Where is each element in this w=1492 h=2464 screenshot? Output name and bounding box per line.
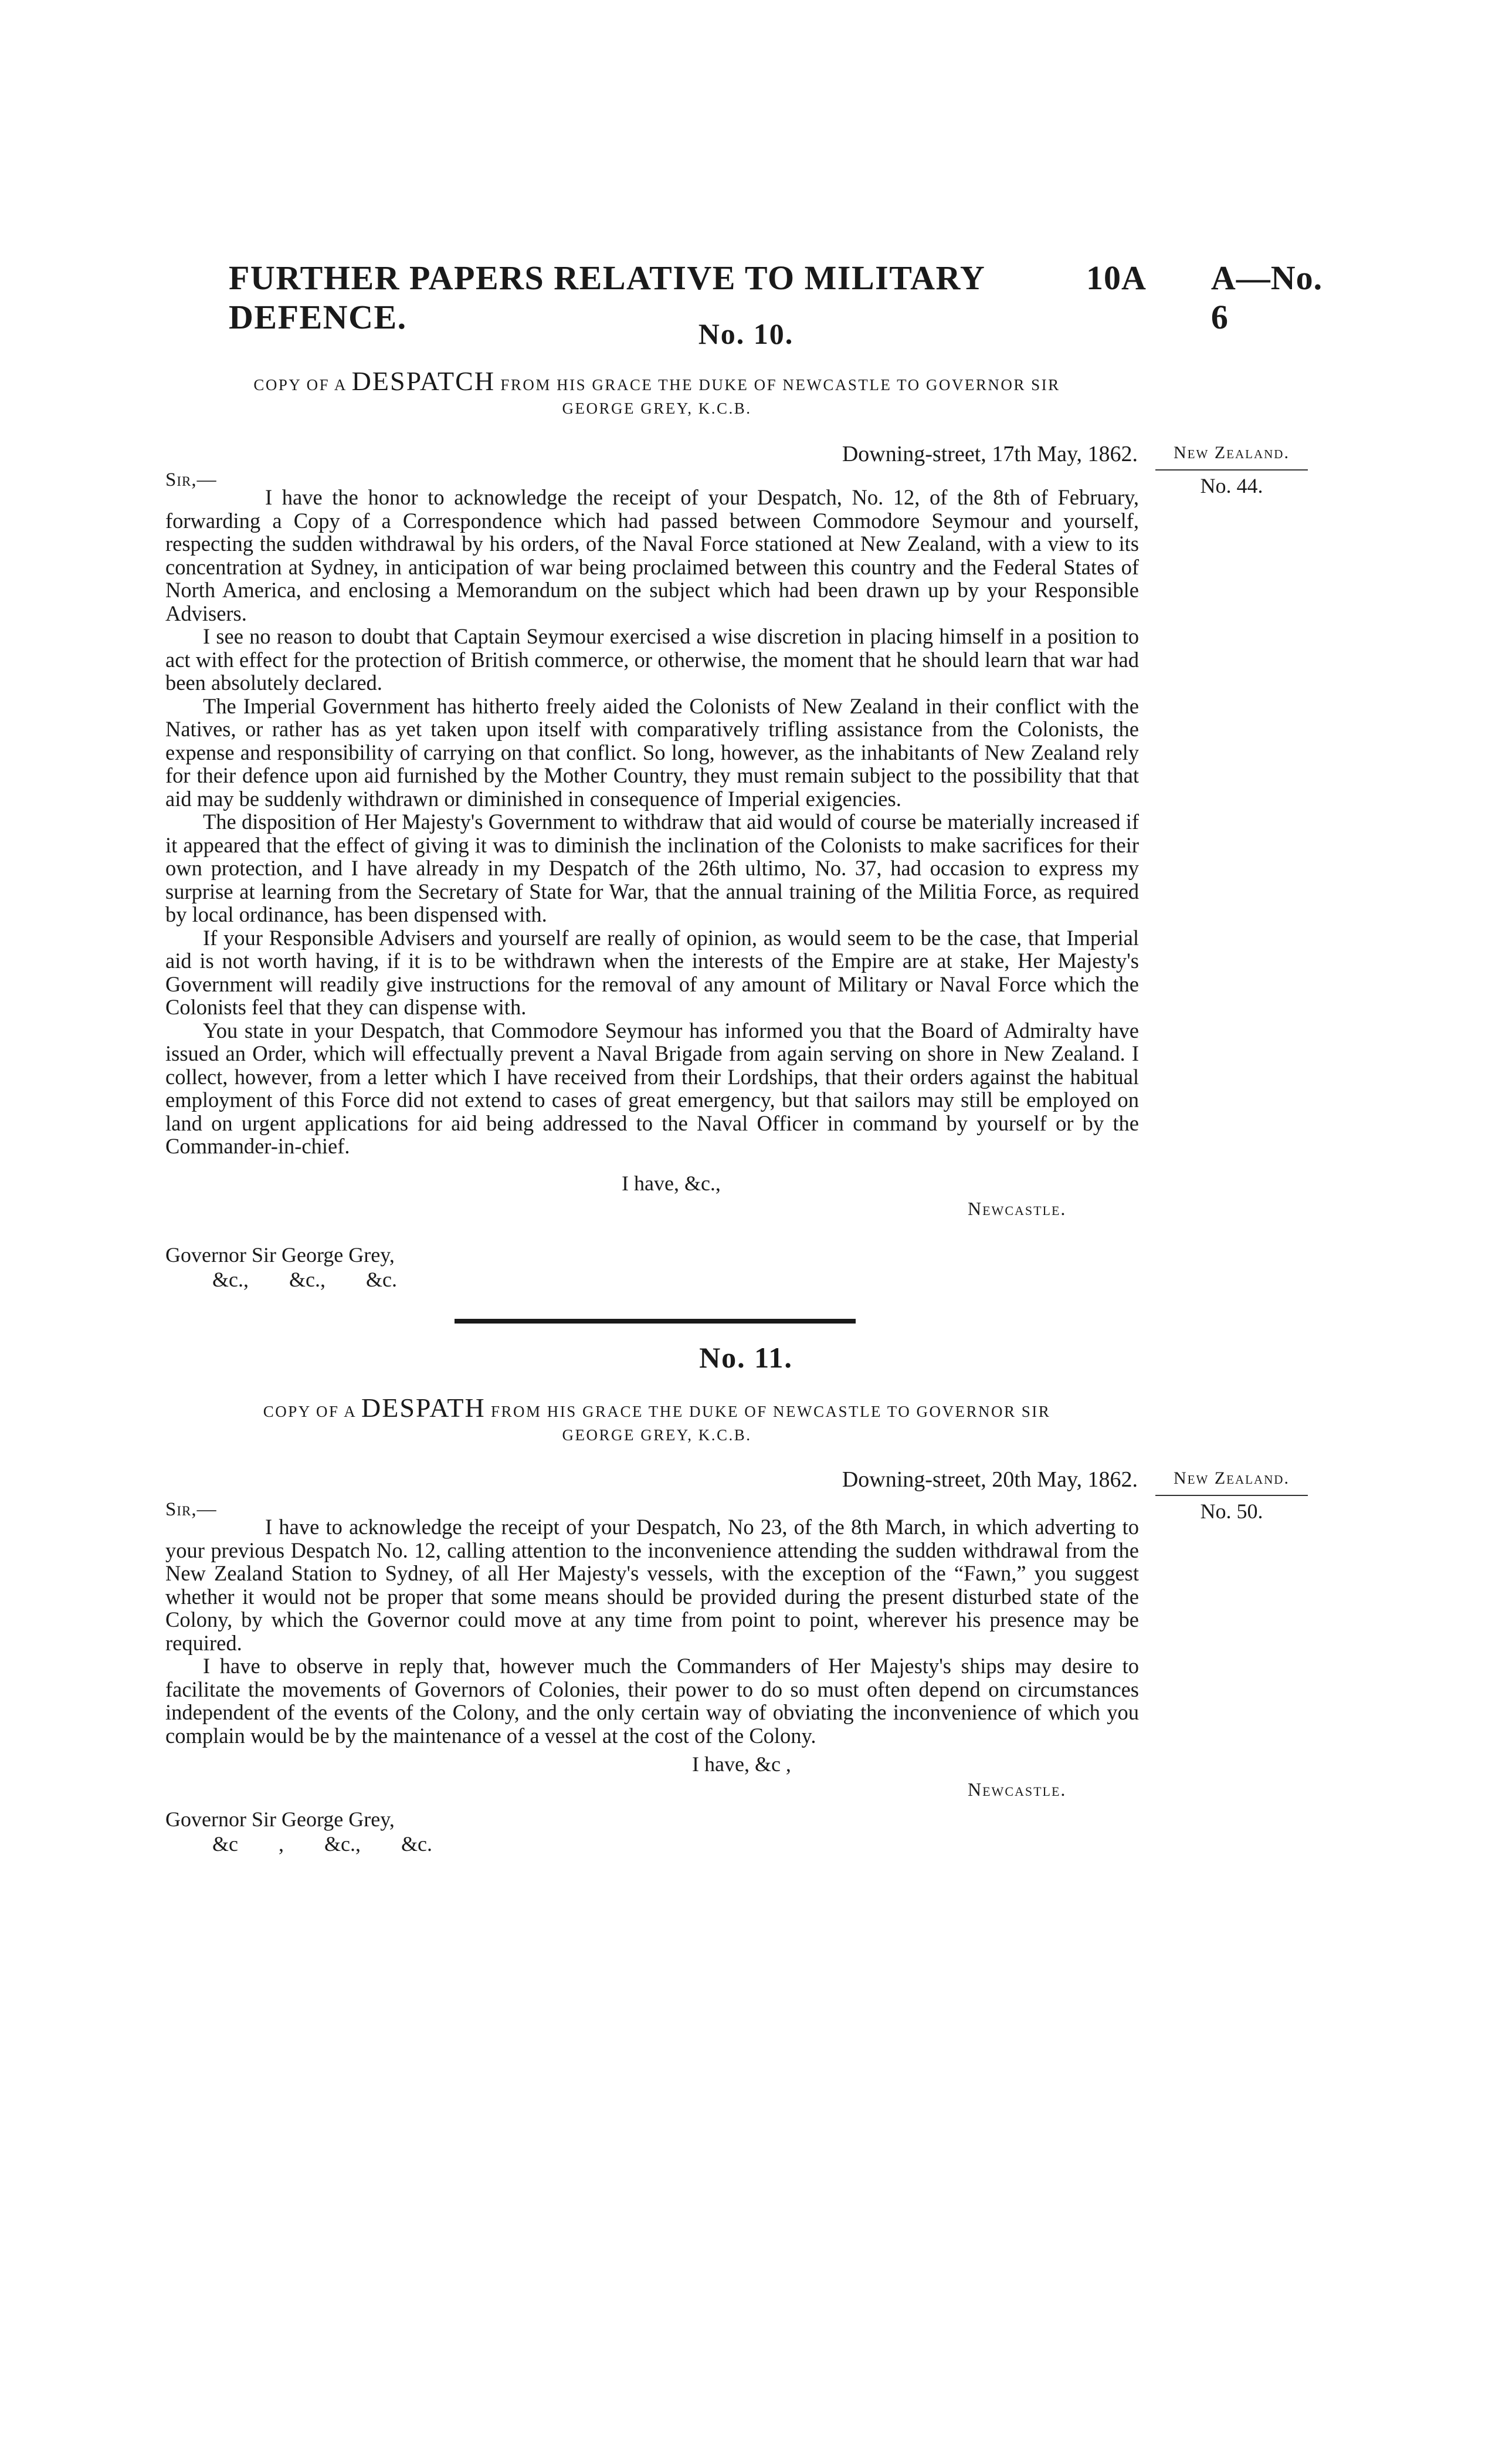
addressee-etc: &c , &c., &c. <box>212 1832 432 1856</box>
margin-place: New Zealand. <box>1174 1468 1290 1488</box>
closing: I have, &c., <box>622 1172 721 1195</box>
paragraph: The Imperial Government has hitherto freely aided the Colonists of New Zealand in their conflict with the Natives, or rather has as yet taken upon itself with comparatively trifling assistance from the Colonists, the expense and responsibility of carrying on that conflict. So long, however, as the inhabitants of New Zealand rely for their defence upon aid furnished by the Mother Country, they must remain subject to the possibility that that aid may be suddenly withdrawn or diminished in consequence of Imperial exigencies. <box>165 693 1139 811</box>
addressee-etc: &c., &c., &c. <box>212 1268 397 1291</box>
paper-reference: A—No. 6 <box>1210 259 1323 336</box>
heading-line-2: GEORGE GREY, K.C.B. <box>562 400 752 417</box>
running-head-title: FURTHER PAPERS RELATIVE TO MILITARY DEFENCE. <box>229 259 985 336</box>
paragraph: If your Responsible Advisers and yourself are really of opinion, as would seem to be the case, that Imperial aid is not worth having, if it is to be withdrawn when the interests of the Empire are at stake, Her Majesty's Government will readily give instructions for the removal of any amount of Military or Naval Force which the Colonists feel that they can dispense with. <box>165 925 1139 1019</box>
margin-rule <box>1155 469 1308 471</box>
heading-prefix: COPY OF A <box>253 376 347 394</box>
despatch-body <box>165 486 1139 1158</box>
paragraph: You state in your Despatch, that Commodore Seymour has informed you that the Board of Admiralty have issued an Order, which will effectually prevent a Naval Brigade from again serving on shore in New Zealand. I collect, however, from a letter which I have received from their Lordships, that their orders against the habitual employment of this Force did not extend to cases of great emergency, but that sailors may still be employed on land on urgent applications for aid being addressed to the Naval Officer in command by yourself or by the Commander-in-chief. <box>165 1018 1139 1158</box>
margin-place: New Zealand. <box>1174 443 1290 462</box>
heading-prefix: COPY OF A <box>263 1403 356 1420</box>
paragraph: I have to observe in reply that, however much the Commanders of Her Majesty's ships may desire to facilitate the movements of Governors of Colonies, their power to do so must often depend on circumstances independent of the events of the Colony, and the only certain way of obviating the inconvenience of which you complain would be by the maintenance of a vessel at the cost of the Colony. <box>165 1654 1139 1748</box>
paragraph: I see no reason to doubt that Captain Seymour exercised a wise discretion in placing himself in a position to act with effect for the protection of British commerce, or otherwise, the moment that he should learn that war had been absolutely declared. <box>165 624 1139 695</box>
signature: Newcastle. <box>968 1198 1067 1219</box>
dateline: Downing-street, 20th May, 1862. <box>842 1467 1138 1492</box>
despatch-number: No. 11. <box>699 1341 793 1374</box>
heading-keyword: DESPATH <box>361 1393 486 1423</box>
margin-reference: No. 50. <box>1200 1500 1263 1523</box>
margin-reference: No. 44. <box>1200 474 1263 497</box>
margin-rule <box>1155 1495 1308 1496</box>
despatch-heading <box>176 366 1138 420</box>
dateline: Downing-street, 17th May, 1862. <box>842 442 1138 466</box>
despatch-heading <box>176 1393 1138 1447</box>
addressee-name: Governor Sir George Grey, <box>165 1243 395 1267</box>
closing: I have, &c , <box>692 1752 791 1776</box>
addressee-name: Governor Sir George Grey, <box>165 1808 395 1831</box>
heading-suffix: FROM HIS GRACE THE DUKE OF NEWCASTLE TO GOVERNOR SIR <box>500 376 1060 394</box>
despatch-body <box>165 1515 1139 1747</box>
margin-note <box>1149 441 1314 497</box>
heading-suffix: FROM HIS GRACE THE DUKE OF NEWCASTLE TO GOVERNOR SIR <box>490 1403 1051 1420</box>
paragraph: The disposition of Her Majesty's Government to withdraw that aid would of course be materially increased if it appeared that the effect of giving it was to diminish the inclination of the Colonists to make sacrifices for their own protection, and I have already in my Despatch of the 26th ultimo, No. 37, had occasion to express my surprise at learning from the Secretary of State for War, that the annual training of the Militia Force, as required by local ordinance, has been dispensed with. <box>165 810 1139 926</box>
margin-note <box>1149 1467 1314 1523</box>
heading-line-2: GEORGE GREY, K.C.B. <box>562 1426 752 1444</box>
salutation: Sir,— <box>165 469 217 490</box>
addressee <box>165 1807 432 1856</box>
addressee <box>165 1243 397 1292</box>
despatch-number: No. 10. <box>698 317 794 350</box>
section-divider <box>455 1319 856 1324</box>
paragraph: I have to acknowledge the receipt of your Despatch, No 23, of the 8th March, in which adverting to your previous Despatch No. 12, calling attention to the inconvenience attending the sudden withdrawal from the New Zealand Station to Sydney, of all Her Majesty's vessels, with the exception of the “Fawn,” you suggest whether it would not be proper that some means should be provided during the present disturbed state of the Colony, by which the Governor could move at any time from point to point, wherever his presence may be required. <box>165 1515 1139 1655</box>
heading-keyword: DESPATCH <box>351 366 496 396</box>
page-number: 10A <box>1086 259 1147 297</box>
paragraph: I have the honor to acknowledge the receipt of your Despatch, No. 12, of the 8th of February, forwarding a Copy of a Correspondence which had passed between Commodore Seymour and yourself, respecting the sudden withdrawal by his orders, of the Naval Force stationed at New Zealand, with a view to its concentration at Sydney, in anticipation of war being proclaimed between this country and the Federal States of North America, and enclosing a Memorandum on the subject which had been drawn up by your Responsible Advisers. <box>165 485 1139 625</box>
signature: Newcastle. <box>968 1779 1067 1800</box>
salutation: Sir,— <box>165 1499 217 1520</box>
